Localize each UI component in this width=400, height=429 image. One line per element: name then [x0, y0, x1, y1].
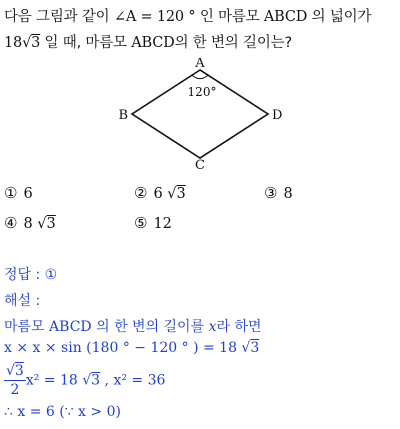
answer-value: ①: [44, 267, 58, 283]
question-line-2: [4, 31, 292, 52]
vertex-label-a: A: [195, 58, 205, 71]
rhombus-figure: [118, 58, 288, 170]
choice-value: 8: [23, 216, 33, 232]
question-text: 일 때, 마름모: [40, 35, 132, 51]
sqrt-symbol: √: [77, 372, 92, 389]
solution-text: 마름모: [4, 319, 50, 335]
question-text: 의 넓이가: [307, 9, 372, 25]
sqrt-symbol: √: [32, 216, 47, 232]
area-coefficient: 18: [4, 35, 23, 51]
choice-3[interactable]: [264, 184, 293, 202]
choice-number: ④: [4, 214, 18, 232]
solution-line-1: [4, 316, 262, 336]
vertex-label-c: C: [195, 158, 205, 170]
rhombus-name: ABCD: [263, 9, 308, 25]
fraction-denominator: 2: [10, 382, 20, 398]
question-text: 인 마름모: [199, 9, 264, 25]
choice-value: 12: [153, 216, 172, 232]
rhombus-name: ABCD: [131, 35, 175, 51]
vertex-label-d: D: [272, 108, 283, 123]
choice-radicand: 3: [176, 186, 186, 202]
choice-4[interactable]: [4, 214, 56, 232]
solution-expression: , x² = 36: [100, 372, 166, 389]
solution-expression: x² = 18: [25, 372, 78, 389]
choice-1[interactable]: [4, 184, 33, 202]
choice-number: ①: [4, 184, 18, 202]
choice-value: 6: [153, 186, 163, 202]
angle-arc: [192, 75, 208, 78]
choice-value: 8: [283, 186, 293, 202]
fraction-sqrt3-over-2: [4, 362, 26, 399]
solution-text: 라 하면: [216, 319, 262, 335]
question-line-1: [4, 5, 371, 26]
sqrt-symbol: √: [6, 363, 15, 379]
choice-radicand: 3: [46, 216, 56, 232]
solution-radicand: 3: [250, 340, 260, 356]
solution-radicand: 3: [91, 372, 101, 389]
sqrt-symbol: √: [236, 340, 251, 356]
rhombus-shape: [132, 70, 268, 158]
sqrt-symbol: √: [162, 186, 177, 202]
explanation-label: 해설 :: [4, 293, 41, 309]
solution-expression: x × x × sin (180 ° − 120 ° ) = 18: [4, 340, 237, 356]
angle-expression: ∠A = 120 °: [113, 9, 200, 25]
fraction-numerator: [4, 362, 26, 381]
choice-number: ⑤: [134, 214, 148, 232]
question-text: 의 한 변의 길이는?: [174, 35, 292, 51]
solution-text: 의 한 변의 길이를: [91, 319, 209, 335]
answer-label: 정답 :: [4, 267, 45, 283]
fraction-radicand: 3: [14, 363, 24, 379]
choice-number: ③: [264, 184, 278, 202]
choice-number: ②: [134, 184, 148, 202]
solution-conclusion: ∴ x = 6 (∵ x > 0): [4, 404, 121, 420]
solution-line-2: [4, 340, 259, 356]
choice-5[interactable]: [134, 214, 172, 232]
answer-line: [4, 264, 57, 284]
angle-label: 120°: [187, 85, 217, 99]
sqrt-symbol: √: [22, 35, 32, 51]
area-radicand: 3: [31, 35, 41, 51]
choice-value: 6: [23, 186, 33, 202]
solution-line-3: [4, 362, 165, 399]
rhombus-name: ABCD: [49, 319, 92, 335]
vertex-label-b: B: [118, 108, 128, 123]
question-text: 다음 그림과 같이: [4, 9, 114, 25]
variable-x: x: [208, 319, 217, 335]
choice-2[interactable]: [134, 184, 186, 202]
